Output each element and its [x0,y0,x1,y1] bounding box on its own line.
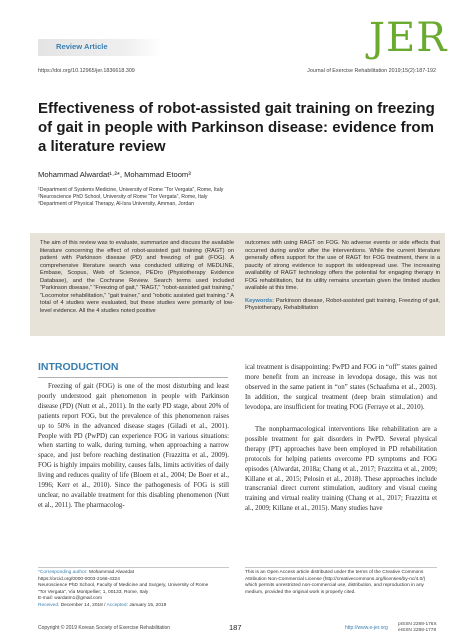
affiliation-2: ²Neuroscience PhD School, University of Rome “Tor Vergata”, Rome, Italy [38,194,208,201]
accepted-label: Accepted: [106,602,128,608]
keywords-text: Parkinson disease, Robot-assisted gait training, Freezing of gait, Physiotherapy, Rehabilitation [245,297,440,311]
issn-block [398,622,437,631]
abstract-box [30,233,445,336]
journal-logo: JER [369,15,448,61]
doi-link[interactable]: https://doi.org/10.12965/jer.1836618.309 [38,68,135,74]
abstract-right-text: outcomes with using RAGT on FOG. No adverse events or side effects that occurred during and/or after the interventions. While the current literature generally offers support for the use of RAGT for FOG treatment, there is a paucity of strong evidence to support its widespread use. The increasing availability of RAGT technology offers the potential for engaging therapy in FOG rehabilitation, but its utility remains uncertain given the limited studies available at this time. [245,240,440,291]
abstract-right-column [245,240,440,313]
section-heading-introduction: INTRODUCTION [38,361,119,373]
journal-citation: Journal of Exercise Rehabilitation 2019;15(2):187-192 [307,68,436,74]
author-list: Mohammad Alwardat¹·²*, Mohammad Etoom³ [38,170,191,179]
journal-url[interactable]: http://www.e-jer.org [345,625,388,631]
pissn: pISSN 2288-176X [398,622,437,627]
eissn: eISSN 2288-1778 [398,628,437,631]
accepted-date: January 15, 2019 [129,602,167,608]
footnote-divider-left [38,567,229,568]
date-separator: / [104,602,106,608]
article-type-badge: Review Article [38,39,162,56]
intro-paragraph-left: Freezing of gait (FOG) is one of the most disturbing and least poorly understood gait phenomenon in people with Parkinson disease (PD) (Nutt et al., 2011). In the early PD stage, about 20% of patients report FOG, but the prevalence of this phenomenon raises up to 50% in the advanced disease stages (Giladi et al., 2001). People with PD (PwPD) can experience FOG in various situations: when starting to walk, during turning, when approaching a narrow space, and just before reaching destination (Frazzitta et al., 2009). FOG is highly impairs mobility, causes falls, limits activities of daily living and reduces quality of life (Bloem et al., 2004; De Boer et al., 1996; Kerr et al., 2010). Since the pathogenesis of FOG is still unclear, no available treatment for this disabling phenomenon (Nutt et al., 2011). The pharmacolog- [38,383,229,509]
orcid-link[interactable]: https://orcid.org/0000-0003-2166-4324 [38,576,120,582]
page-number: 187 [229,623,242,631]
article-title: Effectiveness of robot-assisted gait training on freezing of gait in people with Parkinson disease: evidence from a literature review [38,100,435,155]
dates [38,603,229,610]
corresponding-label: *Corresponding author: [38,570,88,575]
footnote-divider-right [245,567,437,568]
corresponding-author-footnote [38,570,229,610]
license-text: This is an Open Access article distributed under the terms of the Creative Commons Attribution Non-Commercial License (http://creativecommons.org/licenses/by-nc/4.0/) which permits unrestricted non-commercial use, distribution, and reproduction in any medium, provided the original work is properly cited. [245,570,426,595]
address-line-1: Neuroscience PhD School, Faculty of Medicine and Surgery, University of Rome [38,583,209,589]
email[interactable]: E-mail: wardatm1@gmail.com [38,596,103,602]
keywords-label: Keywords: [245,297,275,304]
section-divider [38,377,228,378]
copyright: Copyright © 2019 Korean Society of Exercise Rehabilitation [38,625,171,631]
address-line-2: “Tor Vergata”, Via Montpellier; 1, 00133, Rome, Italy [38,589,149,595]
intro-paragraph-right-1: ical treatment is disappointing: PwPD and FOG in “off” states gained more benefit from an increase in levodopa dosage, this was not observed in the same patient in “on” states (Schaafsma et al., 2003). In addition, the surgical treatment (deep brain stimulation) and levodopa, are insufficient for treating FOG (Ferraye et al., 2010). [245,364,437,411]
keywords [245,298,440,313]
corresponding-name: Mohammad Alwardat [88,570,135,575]
received-label: Received: [38,602,60,608]
affiliation-3: ³Department of Physical Therapy, Al-Isra University, Amman, Jordan [38,201,194,208]
intro-paragraph-right-2: The nonpharmacological interventions like rehabilitation are a possible treatment for gait disorders in PwPD. Several physical therapy (PT) approaches have been employed in PD rehabilitation protocols for helping patients overcome PD symptoms and FOG episodes (Alwardat, 2018a; Chang et al., 2017; Frazzitta et al., 2009; Killane et al., 2015; Pelosin et al., 2018). These approaches include transcranial direct current stimulation, auditory and visual cueing training and virtual reality training (Chang et al., 2017; Frazzitta et al., 2009; Killane et al., 2015). Many studies have [245,426,437,513]
abstract-left-column: The aim of this review was to evaluate, summarize and discuss the available literature concerning the effect of robot-assisted gait training (RAGT) on patient with Parkinson disease (PD) and freezing of gait (FOG). A comprehensive literature search was conducted utilizing of MEDLINE, Embase, Scopus, Web of Science, PEDro (Physiotherapy Evidence Database), and the Cochrane Review. Search terms used included “Parkinson disease,” “Freezing of gait,” “RAGT,” “robot-assisted gait training,” “Locomotor rehabilitation,” “gait trainer,” and “robotic assisted gait training.” A total of 4 studies were evaluated, but these studies were primarily of low-level evidence. All the 4 studies noted positive [40,240,234,314]
affiliation-1: ¹Department of Systems Medicine, University of Rome “Tor Vergata”, Rome, Italy [38,187,224,193]
affiliations [38,187,223,209]
received-date: December 14, 2018 [60,602,103,608]
